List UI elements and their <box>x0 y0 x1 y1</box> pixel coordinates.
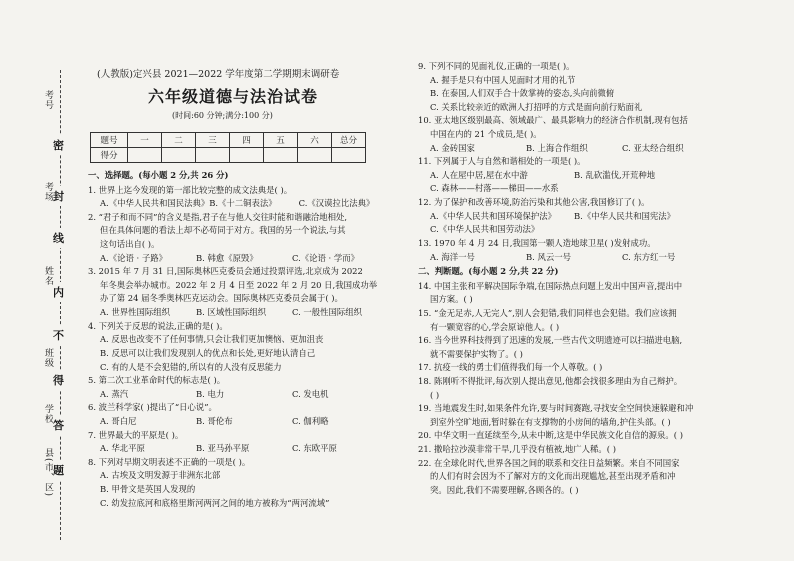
label-exam-room: 考场 <box>43 182 53 202</box>
option-b[interactable]: B. 区域性国际组织 <box>196 307 267 318</box>
seal-char: 题 <box>53 460 64 480</box>
option-b[interactable]: B. 甲骨文是英国人发现的 <box>100 484 196 495</box>
question-text: 12. 为了保护和改善环境,防治污染和其他公害,我国修订了( )。 <box>418 197 650 208</box>
question-options <box>418 210 718 224</box>
option-c[interactable]: C. 森林——村落——梯田——水系 <box>430 183 559 194</box>
option-a[interactable]: A. 华北平原 <box>100 443 145 454</box>
score-cell: 一 <box>128 133 162 148</box>
score-input-cell[interactable] <box>332 148 366 163</box>
question-options <box>88 306 388 320</box>
seal-char: 得 <box>53 370 64 390</box>
question-text: 4. 下列关于反思的说法,正确的是( )。 <box>88 320 228 331</box>
question-text: 22. 在全球化时代,世界各国之间的联系和交往日益频繁。来自不同国家 <box>418 457 680 468</box>
label-school: 学校 <box>43 404 53 424</box>
question-text: 11. 下列属于人与自然和谐相处的一项是( )。 <box>418 156 586 167</box>
question-options <box>88 388 388 402</box>
right-column <box>418 60 718 498</box>
option-a[interactable]: A. 世界性国际组织 <box>100 307 170 318</box>
question-text: 5. 第二次工业革命时代的标志是( )。 <box>88 375 226 386</box>
option-b[interactable]: B. 在泰国,人们双手合十敛掌祷的姿态,头向前微俯 <box>430 88 615 99</box>
option-c[interactable]: C. 发电机 <box>292 388 329 399</box>
option-b[interactable]: B. 乱砍滥伐,开荒种地 <box>574 169 656 180</box>
seal-char: 线 <box>53 228 64 248</box>
score-table <box>90 132 366 163</box>
left-column <box>88 168 388 510</box>
option-c[interactable]: C. 伽利略 <box>292 415 329 426</box>
option-b[interactable]: B. 反思可以让我们发现别人的优点和长处,更好地认清自己 <box>100 347 316 358</box>
question-text: 年冬奥会举办城市。2022 年 2 月 4 日至 2022 年 2 月 20 日,我国成功举 <box>100 279 378 290</box>
question-text: 突。因此,我们不需要理解,各顾各的。( ) <box>430 484 579 495</box>
option-a[interactable]: A. 古埃及文明发源于非洲东北部 <box>100 470 221 481</box>
score-input-cell[interactable] <box>128 148 162 163</box>
question-text: 3. 2015 年 7 月 31 日,国际奥林匹克委员会通过投票评选,北京成为 2022 <box>88 266 363 277</box>
question-text: 到室外空旷地面,暂时躲在有支撑物的小房间的墙角,护住头部。( ) <box>430 416 671 427</box>
question-text: 20. 中华文明一直延续至今,从未中断,这是中华民族文化自信的源泉。( ) <box>418 430 684 441</box>
score-input-cell[interactable] <box>162 148 196 163</box>
question-text: 但在具体问题的看法上却不必苟同于对方。我国的另一个说法,与其 <box>100 225 346 236</box>
seal-char: 密 <box>53 135 64 155</box>
option-a[interactable]: A. 海洋一号 <box>430 251 475 262</box>
question-text: 14. 中国主张和平解决国际争端,在国际热点问题上发出中国声音,提出中 <box>418 280 683 291</box>
question-text: 7. 世界最大的平原是( )。 <box>88 429 184 440</box>
question-text: 19. 当地震发生时,如果条件允许,要与时间赛跑,寻找安全空间快速躲避和冲 <box>418 403 694 414</box>
option-b[interactable]: B.《十二铜表法》 <box>209 198 277 209</box>
score-cell: 三 <box>196 133 230 148</box>
label-exam-number: 考号 <box>43 90 53 110</box>
seal-char: 不 <box>53 325 64 345</box>
question-text: 这句话出自( )。 <box>100 239 160 250</box>
score-cell: 得分 <box>91 148 128 163</box>
question-text: 1. 世界上迄今发现的第一部比较完整的成文法典是( )。 <box>88 184 293 195</box>
question-options <box>418 251 718 265</box>
option-a[interactable]: A. 反思也改变不了任何事情,只会让我们更加懊恼、更加沮丧 <box>100 334 324 345</box>
score-input-cell[interactable] <box>230 148 264 163</box>
option-a[interactable]: A.《中华人民共和国民法典》 <box>100 198 210 209</box>
option-c[interactable]: C. 亚太经合组织 <box>622 142 684 153</box>
question-text: 15. “金无足赤,人无完人”,别人会犯错,我们同样也会犯错。我们应该拥 <box>418 307 677 318</box>
option-b[interactable]: B. 上海合作组织 <box>526 142 588 153</box>
option-a[interactable]: A. 人在屋中居,屋在水中游 <box>430 169 528 180</box>
question-options <box>88 415 388 429</box>
question-text: 2. “君子和而不同”的含义是指,君子在与他人交往时能和谐融洽地相处, <box>88 211 348 222</box>
section-heading: 二、判断题。(每小题 2 分,共 22 分) <box>418 266 559 277</box>
option-a[interactable]: A. 金砖国家 <box>430 142 475 153</box>
seal-char: 封 <box>53 186 64 206</box>
score-cell: 题号 <box>91 133 128 148</box>
question-options <box>88 442 388 456</box>
option-c[interactable]: C.《论语 · 学而》 <box>292 252 360 263</box>
score-cell: 六 <box>298 133 332 148</box>
option-c[interactable]: C. 关系比较亲近的欧洲人打招呼的方式是面向前行贴面礼 <box>430 101 643 112</box>
question-options <box>88 197 388 211</box>
option-a[interactable]: A. 握手是只有中国人见面时才用的礼节 <box>430 74 576 85</box>
score-cell: 二 <box>162 133 196 148</box>
question-text: 就不需要保护实物了。( ) <box>430 348 523 359</box>
question-text: 办了第 24 届冬季奥林匹克运动会。国际奥林匹克委员会属于( )。 <box>100 293 343 304</box>
option-a[interactable]: A. 哥白尼 <box>100 415 137 426</box>
option-a[interactable]: A.《论语 · 子路》 <box>100 252 167 263</box>
score-input-cell[interactable] <box>298 148 332 163</box>
exam-title: 六年级道德与法治试卷 <box>148 87 319 106</box>
seal-char: 内 <box>53 282 64 302</box>
question-text: 16. 当今世界科技得到了迅速的发展,一些古代文明遗迹可以扫描进电脑, <box>418 335 683 346</box>
option-c[interactable]: C. 有的人是不会犯错的,所以有的人没有反思能力 <box>100 361 282 372</box>
option-a[interactable]: A.《中华人民共和国环境保护法》 <box>430 210 556 221</box>
option-c[interactable]: C. 东方红一号 <box>622 251 676 262</box>
option-c[interactable]: C. 东欧平原 <box>292 443 337 454</box>
question-text: 17. 抗疫一线的勇士们值得我们每一个人尊敬。( ) <box>418 362 603 373</box>
score-table-score-row <box>91 148 366 163</box>
question-text: 有一颗宽容的心,学会原谅他人。( ) <box>430 321 560 332</box>
question-options <box>418 142 718 156</box>
option-b[interactable]: B. 亚马孙平原 <box>196 443 250 454</box>
label-county: 县(市、区) <box>43 448 53 498</box>
question-text: 21. 撒哈拉沙漠非常干旱,几乎没有植被,地广人稀。( ) <box>418 444 617 455</box>
question-text: 10. 亚太地区级别最高、领域最广、最具影响力的经济合作机制,现有包括 <box>418 115 688 126</box>
seal-char: 答 <box>53 415 64 435</box>
score-input-cell[interactable] <box>264 148 298 163</box>
question-text: ( ) <box>430 389 440 400</box>
option-a[interactable]: A. 蒸汽 <box>100 388 129 399</box>
score-input-cell[interactable] <box>196 148 230 163</box>
question-text: 9. 下列不同的见面礼仪,正确的一项是( )。 <box>418 61 575 71</box>
option-c[interactable]: C. 一般性国际组织 <box>292 307 363 318</box>
option-b[interactable]: B. 电力 <box>196 388 225 399</box>
option-c[interactable]: C.《汉谟拉比法典》 <box>298 198 375 209</box>
question-options <box>418 169 718 183</box>
option-c[interactable]: C. 幼发拉底河和底格里斯河两河之间的地方被称为“两河流域” <box>100 497 330 508</box>
score-cell: 四 <box>230 133 264 148</box>
option-b[interactable]: B. 韩愈《原毁》 <box>196 252 258 263</box>
score-cell: 五 <box>264 133 298 148</box>
question-text: 中国在内的 21 个成员,是( )。 <box>430 129 542 140</box>
question-text: 18. 陈刚听不得批评,每次别人提出意见,他都会找很多理由为自己辩护。 <box>418 376 683 387</box>
score-cell: 总分 <box>332 133 366 148</box>
question-text: 6. 波兰科学家( )提出了“日心说”。 <box>88 402 217 413</box>
option-b[interactable]: B.《中华人民共和国宪法》 <box>574 210 675 221</box>
section-heading: 一、选择题。(每小题 2 分,共 26 分) <box>88 170 229 180</box>
score-table-header-row <box>91 133 366 148</box>
option-c[interactable]: C.《中华人民共和国劳动法》 <box>430 224 540 235</box>
question-options <box>88 252 388 266</box>
question-text: 8. 下列对早期文明表述不正确的一项是( )。 <box>88 456 251 467</box>
question-text: 国方案。( ) <box>430 294 473 305</box>
option-b[interactable]: B. 哥伦布 <box>196 415 233 426</box>
exam-header-line: (人教版)定兴县 2021—2022 学年度第二学期期末调研卷 <box>97 69 340 80</box>
option-b[interactable]: B. 风云一号 <box>526 251 571 262</box>
question-text: 的人们有时会因为不了解对方的文化而出现尴尬,甚至出现矛盾和冲 <box>430 471 676 482</box>
question-text: 13. 1970 年 4 月 24 日,我国第一颗人造地球卫星( )发射成功。 <box>418 237 656 248</box>
label-class: 班级 <box>43 348 53 368</box>
exam-subtitle: (时间:60 分钟;满分:100 分) <box>172 111 273 120</box>
label-name: 姓名 <box>43 266 53 286</box>
